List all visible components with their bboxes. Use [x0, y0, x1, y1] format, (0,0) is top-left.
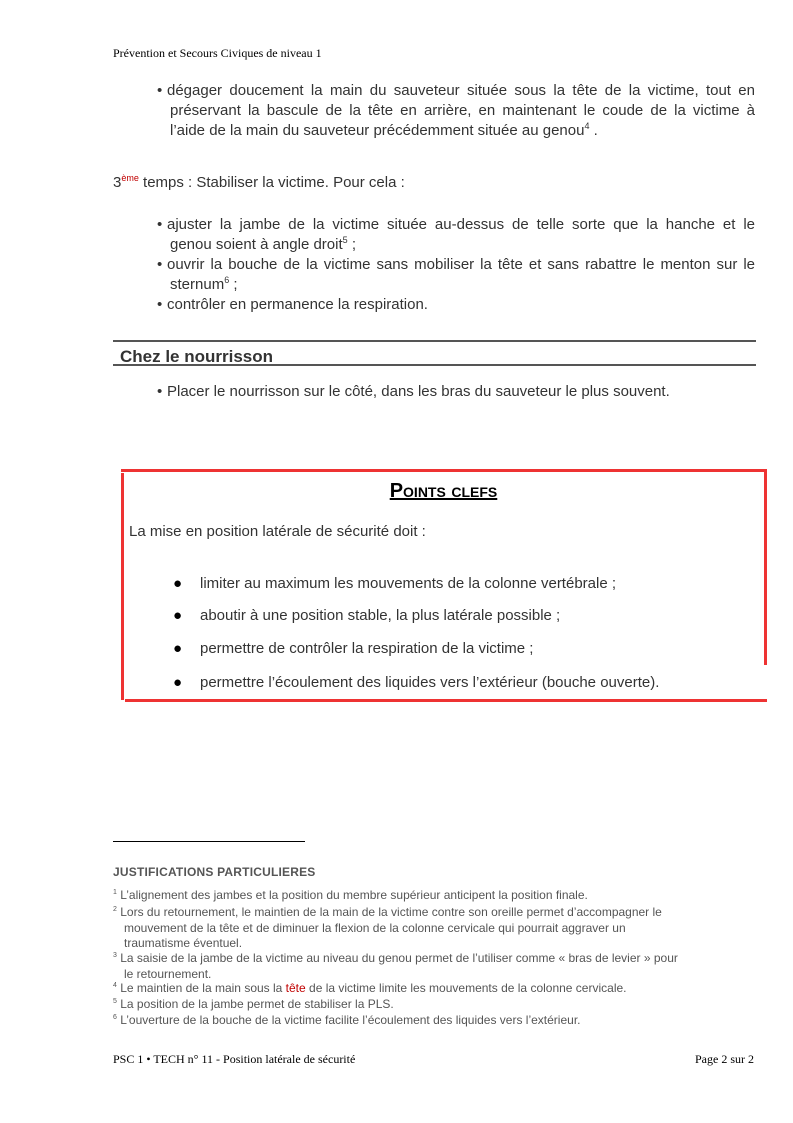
footnotes-title: JUSTIFICATIONS PARTICULIERES: [113, 865, 316, 879]
footnote-ref: 6: [224, 275, 230, 285]
bullet-icon: •: [157, 216, 163, 233]
bullet-icon: ●: [173, 607, 183, 624]
section-rule-top: [113, 340, 756, 342]
running-header: Prévention et Secours Civiques de niveau 1: [113, 46, 322, 60]
section-title: Chez le nourrisson: [120, 347, 274, 366]
bullet-icon: ●: [173, 575, 183, 592]
bullet-icon: •: [157, 256, 163, 273]
footnote-3: $^3$ La saisie de la jambe de la victime au niveau du genou permet de l’utiliser comme « bras de levier » pour le retournement.: [113, 951, 678, 981]
footnote-1: $^1$ L’alignement des jambes et la position du membre supérieur anticipent la position finale.: [113, 888, 588, 902]
list-item-line: contrôler en permanence la respiration.: [167, 296, 428, 313]
key-points-list: ● limiter au maximum les mouvements de la colonne vertébrale ; ● aboutir à une position stable, la plus latérale possible ; ● permettre de contrôler la respiration de la victime ; ● permettre l’écoulement des liquides vers l’extérieur (bouche ouverte).: [173, 575, 660, 691]
bullet-icon: •: [157, 296, 163, 313]
footnote-ref: 5: [342, 235, 348, 245]
list-item: [157, 382, 755, 402]
list-item-line: ouvrir la bouche de la victime sans mobiliser la tête et sans rabattre le menton sur le: [167, 256, 755, 273]
key-points-title: Points clefs: [389, 480, 498, 502]
footnote-6: $^6$ L’ouverture de la bouche de la victime facilite l’écoulement des liquides vers l’extérieur.: [113, 1013, 581, 1027]
list-item-line: sternum$^6$ ;: [170, 275, 238, 293]
key-points-intro: La mise en position latérale de sécurité doit :: [129, 523, 426, 540]
list-item: [157, 81, 755, 141]
bullet-list-top: [157, 81, 755, 141]
list-item: [157, 255, 755, 295]
step-superscript: ème: [121, 173, 139, 183]
list-item-line: Placer le nourrisson sur le côté, dans les bras du sauveteur le plus souvent.: [167, 383, 670, 400]
bullet-icon: •: [157, 383, 163, 400]
list-item-line: ajuster la jambe de la victime située au-dessus de telle sorte que la hanche et le: [167, 216, 755, 233]
bullet-list-infant: [157, 382, 755, 402]
list-item: [157, 295, 755, 315]
footnote-ref: 4: [584, 121, 590, 131]
list-item-line: préservant la bascule de la tête en arrière, en maintenant le coude de la victime à: [170, 102, 755, 119]
footer-title: PSC 1 • TECH n° 11 - Position latérale de sécurité: [113, 1052, 356, 1066]
key-points-border-top: [121, 469, 766, 472]
step-heading: 3ème temps : Stabiliser la victime. Pour cela :: [113, 173, 405, 191]
bullet-icon: ●: [173, 640, 183, 657]
list-item-line: genou soient à angle droit$^5$ ;: [170, 235, 356, 253]
page-number: Page 2 sur 2: [695, 1052, 754, 1066]
footnote-4: $^4$ Le maintien de la main sous la tête de la victime limite les mouvements de la colonne cervicale.: [113, 981, 627, 995]
bullet-list-step3: [157, 215, 755, 315]
list-item-line: l’aide de la main du sauveteur précédemment située au genou$^4$ .: [170, 121, 598, 139]
bullet-icon: •: [157, 82, 163, 99]
footnote-separator: [113, 841, 305, 842]
key-points-border-left: [121, 473, 124, 700]
footnote-2: $^2$ Lors du retournement, le maintien de la main de la victime contre son oreille permet d’accompagner le mouvement de la tête et de diminuer la flexion de la colonne cervicale qui pourrait aggraver un traumatisme éventuel.: [113, 905, 662, 950]
section-rule-bottom: [113, 364, 756, 366]
footnote-5: $^5$ La position de la jambe permet de stabiliser la PLS.: [113, 997, 394, 1011]
list-item-line: dégager doucement la main du sauveteur située sous la tête de la victime, tout en: [167, 82, 755, 99]
key-points-border-bottom: [125, 699, 767, 702]
bullet-icon: ●: [173, 674, 183, 691]
list-item: [157, 215, 755, 255]
